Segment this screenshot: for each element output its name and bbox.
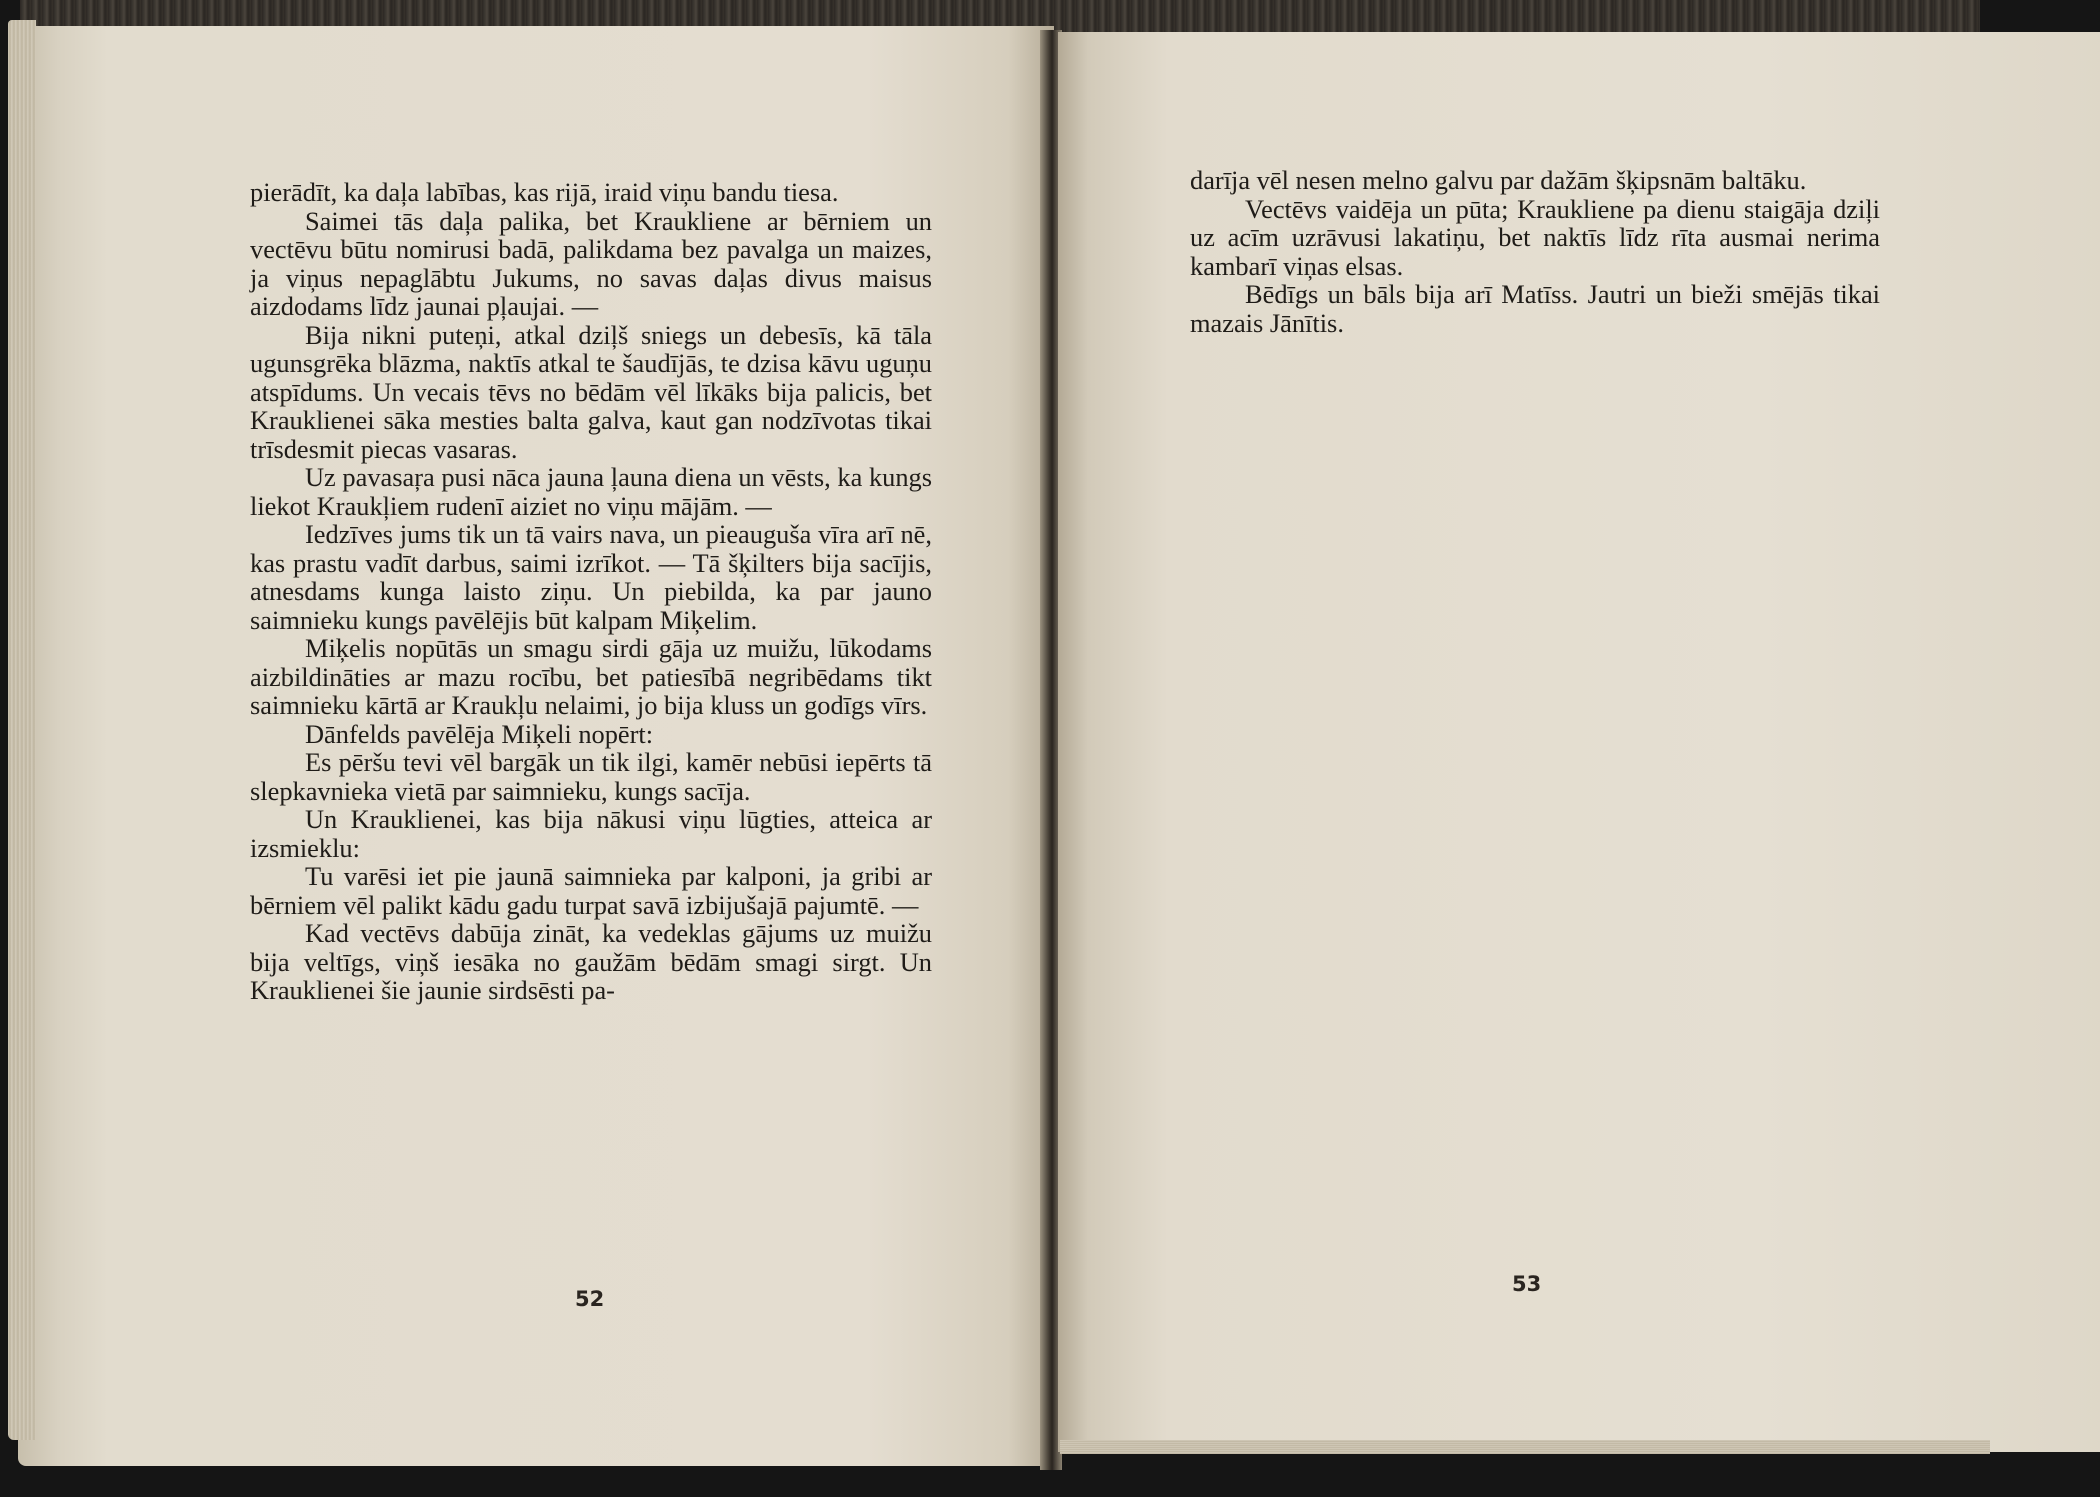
paragraph: darīja vēl nesen melno galvu par dažām šķipsnām baltāku.: [1190, 165, 1807, 195]
right-page-edges: [1060, 1440, 1990, 1454]
paragraph: Uz pavasaŗa pusi nāca jauna ļauna diena un vēsts, ka kungs liekot Kraukļiem rudenī aiziet no viņu mājām. —: [250, 462, 932, 521]
paragraph: Bēdīgs un bāls bija arī Matīss. Jautri un bieži smējās tikai mazais Jānītis.: [1190, 279, 1880, 338]
paragraph: Kad vectēvs dabūja zināt, ka vedeklas gājums uz muižu bija veltīgs, viņš iesāka no gaužām bēdām smagi sirgt. Un Krauklienei šie jaunie sirdsēsti pa-: [250, 918, 932, 1005]
paragraph: pierādīt, ka daļa labības, kas rijā, iraid viņu bandu tiesa.: [250, 177, 839, 207]
paragraph: Miķelis nopūtās un smagu sirdi gāja uz muižu, lūkodams aizbildināties ar mazu rocību, bet patiesībā negribēdams tikt saimnieku kārtā ar Kraukļu nelaimi, jo bija kluss un godīgs vīrs.: [250, 633, 932, 720]
left-page-edges: [8, 20, 36, 1440]
left-page-text: [250, 178, 932, 1005]
paragraph: Tu varēsi iet pie jaunā saimnieka par kalponi, ja gribi ar bērniem vēl palikt kādu gadu turpat savā izbijušajā pajumtē. —: [250, 861, 932, 920]
page-number-right: 53: [1512, 1272, 1542, 1296]
paragraph: Vectēvs vaidēja un pūta; Kraukliene pa dienu staigāja dziļi uz acīm uzrāvusi lakatiņu, bet naktīs līdz rīta ausmai nerima kambarī viņas elsas.: [1190, 193, 1880, 281]
paragraph: Dānfelds pavēlēja Miķeli nopērt:: [305, 718, 654, 749]
paragraph: Bija nikni puteņi, atkal dziļš sniegs un debesīs, kā tāla ugunsgrēka blāzma, naktīs atkal te šaudījās, te dzisa kāvu uguņu atspīdums. Un vecais tēvs no bēdām vēl līkāks bija palicis, bet Krauklienei sāka mesties balta galva, kaut gan nodzīvotas tikai trīsdesmit piecas vasaras.: [250, 319, 932, 464]
paragraph: Un Krauklienei, kas bija nākusi viņu lūgties, atteica ar izsmieklu:: [250, 804, 932, 863]
right-page-text: [1190, 166, 1880, 337]
paragraph: Saimei tās daļa palika, bet Kraukliene ar bērniem un vectēvu būtu nomirusi badā, palikdama bez pavalga un maizes, ja viņus nepaglābtu Jukums, no savas daļas divus maisus aizdodams līdz jaunai pļaujai. —: [250, 205, 932, 321]
page-number-left: 52: [575, 1287, 605, 1311]
paragraph: Es pēršu tevi vēl bargāk un tik ilgi, kamēr nebūsi iepērts tā slepkavnieka vietā par saimnieku, kungs sacīja.: [250, 747, 932, 806]
paragraph: Iedzīves jums tik un tā vairs nava, un pieaugušа vīra arī nē, kas prastu vadīt darbus, saimi izrīkot. — Tā šķilters bija sacījis, atnesdams kunga laisto ziņu. Un piebilda, ka par jauno saimnieku kungs pavēlējis būt kalpam Miķelim.: [250, 519, 932, 635]
